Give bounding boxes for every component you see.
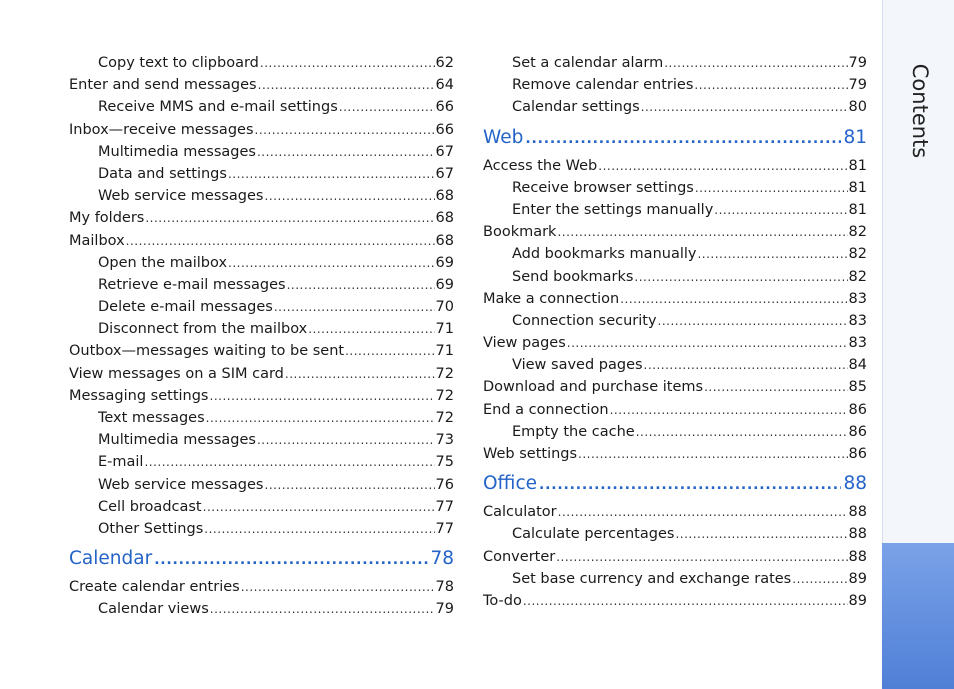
toc-entry-set-base-currency-and-exchange-rates[interactable]: [483, 568, 867, 590]
toc-entry-title: Web service messages: [98, 476, 264, 493]
toc-entry-page-number: 82: [848, 224, 867, 241]
toc-entry-title: End a connection: [483, 401, 609, 418]
toc-entry-mailbox[interactable]: [69, 230, 454, 252]
toc-entry-title: View messages on a SIM card: [69, 365, 284, 382]
toc-leader-dots: [714, 199, 847, 221]
toc-entry-title: Add bookmarks manually: [512, 246, 697, 263]
toc-entry-title: Remove calendar entries: [512, 77, 694, 94]
toc-entry-make-a-connection[interactable]: [483, 288, 867, 310]
toc-entry-set-a-calendar-alarm[interactable]: [483, 52, 867, 74]
toc-leader-dots: [257, 141, 435, 163]
toc-leader-dots: [539, 468, 841, 502]
toc-leader-dots: [287, 274, 435, 296]
toc-leader-dots: [578, 443, 848, 465]
toc-entry-title: Data and settings: [98, 165, 227, 182]
toc-section-web[interactable]: [483, 121, 867, 155]
toc-entry-retrieve-e-mail-messages[interactable]: [69, 274, 454, 296]
toc-entry-title: Open the mailbox: [98, 254, 228, 271]
toc-entry-title: E-mail: [98, 454, 144, 471]
toc-entry-e-mail[interactable]: [69, 451, 454, 473]
toc-entry-calculate-percentages[interactable]: [483, 523, 867, 545]
toc-entry-view-saved-pages[interactable]: [483, 354, 867, 376]
toc-entry-connection-security[interactable]: [483, 310, 867, 332]
toc-entry-title: To-do: [483, 592, 522, 609]
toc-entry-title: Retrieve e-mail messages: [98, 276, 286, 293]
toc-entry-inbox-receive-messages[interactable]: [69, 119, 454, 141]
toc-entry-multimedia-messages[interactable]: [69, 141, 454, 163]
toc-entry-to-do[interactable]: [483, 590, 867, 612]
toc-entry-page-number: 83: [848, 312, 867, 329]
toc-entry-title: Outbox—messages waiting to be sent: [69, 343, 345, 360]
toc-entry-create-calendar-entries[interactable]: [69, 576, 454, 598]
toc-entry-title: Messaging settings: [69, 387, 209, 404]
toc-leader-dots: [210, 598, 435, 620]
toc-entry-title: Enter and send messages: [69, 77, 257, 94]
toc-leader-dots: [694, 74, 847, 96]
toc-leader-dots: [257, 429, 435, 451]
toc-entry-text-messages[interactable]: [69, 407, 454, 429]
toc-leader-dots: [620, 288, 847, 310]
toc-entry-title: Bookmark: [483, 224, 557, 241]
toc-entry-page-number: 66: [435, 99, 454, 116]
toc-leader-dots: [274, 296, 435, 318]
toc-leader-dots: [260, 52, 435, 74]
toc-entry-title: Set base currency and exchange rates: [512, 570, 792, 587]
toc-entry-my-folders[interactable]: [69, 207, 454, 229]
toc-entry-send-bookmarks[interactable]: [483, 266, 867, 288]
toc-entry-remove-calendar-entries[interactable]: [483, 74, 867, 96]
toc-entry-title: Receive MMS and e-mail settings: [98, 99, 338, 116]
toc-entry-title: Mailbox: [69, 232, 125, 249]
toc-entry-page-number: 68: [435, 210, 454, 227]
toc-entry-title: Delete e-mail messages: [98, 299, 273, 316]
toc-entry-page-number: 77: [435, 498, 454, 515]
toc-entry-copy-text-to-clipboard[interactable]: [69, 52, 454, 74]
toc-entry-title: Web service messages: [98, 188, 264, 205]
toc-leader-dots: [265, 474, 435, 496]
toc-entry-delete-e-mail-messages[interactable]: [69, 296, 454, 318]
toc-section-title: Calendar: [69, 548, 153, 570]
toc-entry-page-number: 68: [435, 188, 454, 205]
toc-entry-page-number: 71: [435, 321, 454, 338]
toc-leader-dots: [641, 96, 848, 118]
toc-entry-web-service-messages[interactable]: [69, 185, 454, 207]
toc-entry-messaging-settings[interactable]: [69, 385, 454, 407]
toc-entry-page-number: 80: [848, 99, 867, 116]
toc-entry-page-number: 75: [435, 454, 454, 471]
toc-entry-title: Set a calendar alarm: [512, 55, 664, 71]
toc-entry-page-number: 79: [848, 55, 867, 71]
toc-entry-disconnect-from-the-mailbox[interactable]: [69, 318, 454, 340]
toc-leader-dots: [523, 590, 848, 612]
toc-entry-title: Converter: [483, 548, 556, 565]
toc-entry-page-number: 81: [848, 201, 867, 218]
toc-entry-title: Multimedia messages: [98, 432, 256, 449]
toc-leader-dots: [644, 354, 848, 376]
toc-leader-dots: [145, 207, 434, 229]
toc-entry-title: Copy text to clipboard: [98, 55, 259, 71]
toc-leader-dots: [557, 221, 847, 243]
toc-leader-dots: [258, 74, 435, 96]
toc-entry-bookmark[interactable]: [483, 221, 867, 243]
toc-leader-dots: [308, 318, 434, 340]
toc-entry-page-number: 88: [848, 504, 867, 521]
toc-entry-calendar-views[interactable]: [69, 598, 454, 620]
toc-entry-empty-the-cache[interactable]: [483, 421, 867, 443]
toc-entry-title: View saved pages: [512, 357, 643, 374]
toc-entry-page-number: 88: [848, 526, 867, 543]
toc-entry-calculator[interactable]: [483, 501, 867, 523]
toc-leader-dots: [285, 363, 435, 385]
toc-entry-page-number: 89: [848, 570, 867, 587]
toc-entry-title: Other Settings: [98, 520, 204, 537]
toc-entry-page-number: 72: [435, 387, 454, 404]
toc-entry-title: Create calendar entries: [69, 579, 240, 596]
toc-entry-page-number: 62: [435, 55, 454, 71]
toc-entry-receive-browser-settings[interactable]: [483, 177, 867, 199]
toc-section-page-number: 88: [843, 473, 867, 495]
toc-entry-title: Download and purchase items: [483, 379, 704, 396]
toc-entry-title: Enter the settings manually: [512, 201, 714, 218]
toc-entry-download-and-purchase-items[interactable]: [483, 376, 867, 398]
toc-leader-dots: [658, 310, 848, 332]
toc-leader-dots: [203, 496, 435, 518]
toc-entry-title: Calculator: [483, 504, 557, 521]
toc-entry-page-number: 69: [435, 276, 454, 293]
toc-entry-page-number: 81: [848, 179, 867, 196]
toc-entry-page-number: 86: [848, 401, 867, 418]
toc-entry-page-number: 79: [435, 601, 454, 618]
toc-entry-page-number: 79: [848, 77, 867, 94]
toc-entry-receive-mms-and-e-mail-settings[interactable]: [69, 96, 454, 118]
toc-entry-page-number: 68: [435, 232, 454, 249]
toc-entry-page-number: 64: [435, 77, 454, 94]
toc-entry-title: Empty the cache: [512, 423, 635, 440]
toc-entry-web-settings[interactable]: [483, 443, 867, 465]
toc-leader-dots: [664, 52, 847, 74]
toc-entry-title: Disconnect from the mailbox: [98, 321, 308, 338]
toc-entry-page-number: 76: [435, 476, 454, 493]
toc-entry-page-number: 70: [435, 299, 454, 316]
toc-entry-calendar-settings[interactable]: [483, 96, 867, 118]
toc-entry-title: Receive browser settings: [512, 179, 694, 196]
toc-leader-dots: [228, 252, 435, 274]
toc-leader-dots: [255, 119, 435, 141]
toc-entry-end-a-connection[interactable]: [483, 399, 867, 421]
toc-entry-title: Cell broadcast: [98, 498, 202, 515]
toc-entry-page-number: 84: [848, 357, 867, 374]
toc-section-office[interactable]: [483, 467, 867, 501]
toc-entry-title: Access the Web: [483, 157, 598, 174]
toc-entry-title: Multimedia messages: [98, 143, 256, 160]
toc-entry-open-the-mailbox[interactable]: [69, 252, 454, 274]
toc-leader-dots: [228, 163, 435, 185]
side-tab-label: [900, 56, 940, 166]
side-tab-label-text: Contents: [908, 63, 932, 159]
toc-leader-dots: [154, 543, 428, 577]
toc-leader-dots: [556, 546, 847, 568]
toc-entry-data-and-settings[interactable]: [69, 163, 454, 185]
toc-entry-title: Calendar views: [98, 601, 209, 618]
toc-entry-page-number: 83: [848, 290, 867, 307]
toc-entry-add-bookmarks-manually[interactable]: [483, 243, 867, 265]
toc-section-title: Office: [483, 473, 538, 495]
toc-entry-page-number: 77: [435, 520, 454, 537]
toc-entry-page-number: 81: [848, 157, 867, 174]
toc-section-page-number: 78: [430, 548, 454, 570]
toc-entry-page-number: 71: [435, 343, 454, 360]
toc-entry-page-number: 86: [848, 446, 867, 462]
toc-section-calendar[interactable]: [69, 542, 454, 576]
toc-entry-page-number: 69: [435, 254, 454, 271]
toc-leader-dots: [345, 340, 434, 362]
toc-leader-dots: [610, 399, 848, 421]
toc-entry-title: Send bookmarks: [512, 268, 634, 285]
toc-entry-title: View pages: [483, 335, 566, 352]
toc-leader-dots: [206, 407, 435, 429]
toc-leader-dots: [525, 122, 841, 156]
toc-entry-page-number: 89: [848, 592, 867, 609]
toc-leader-dots: [210, 385, 435, 407]
toc-leader-dots: [567, 332, 848, 354]
toc-leader-dots: [265, 185, 435, 207]
toc-leader-dots: [598, 155, 847, 177]
toc-entry-page-number: 66: [435, 121, 454, 138]
toc-section-page-number: 81: [843, 126, 867, 148]
toc-leader-dots: [675, 523, 847, 545]
toc-section-title: Web: [483, 126, 524, 148]
toc-entry-title: Calendar settings: [512, 99, 640, 116]
toc-leader-dots: [558, 501, 848, 523]
toc-entry-cell-broadcast[interactable]: [69, 496, 454, 518]
toc-leader-dots: [697, 243, 847, 265]
toc-entry-title: Calculate percentages: [512, 526, 675, 543]
toc-entry-page-number: 86: [848, 423, 867, 440]
toc-entry-converter[interactable]: [483, 546, 867, 568]
toc-leader-dots: [704, 376, 847, 398]
toc-leader-dots: [241, 576, 435, 598]
toc-entry-enter-and-send-messages[interactable]: [69, 74, 454, 96]
toc-entry-page-number: 72: [435, 410, 454, 426]
toc-entry-page-number: 67: [435, 143, 454, 160]
toc-entry-other-settings[interactable]: [69, 518, 454, 540]
toc-entry-page-number: 82: [848, 268, 867, 285]
toc-leader-dots: [792, 568, 847, 590]
toc-leader-dots: [144, 451, 434, 473]
toc-leader-dots: [126, 230, 435, 252]
toc-leader-dots: [634, 266, 847, 288]
toc-entry-title: Inbox—receive messages: [69, 121, 254, 138]
toc-entry-title: My folders: [69, 210, 145, 227]
toc-entry-page-number: 78: [435, 579, 454, 596]
toc-left-column: [69, 52, 454, 621]
toc-entry-web-service-messages[interactable]: [69, 474, 454, 496]
toc-entry-page-number: 85: [848, 379, 867, 396]
toc-entry-view-messages-on-a-sim-card[interactable]: [69, 363, 454, 385]
toc-entry-access-the-web[interactable]: [483, 155, 867, 177]
toc-entry-view-pages[interactable]: [483, 332, 867, 354]
toc-leader-dots: [636, 421, 848, 443]
toc-entry-title: Make a connection: [483, 290, 620, 307]
side-tab-marker: [882, 543, 954, 689]
toc-entry-outbox-messages-waiting-to-be-sent[interactable]: [69, 340, 454, 362]
toc-entry-page-number: 72: [435, 365, 454, 382]
toc-entry-page-number: 67: [435, 165, 454, 182]
toc-entry-multimedia-messages[interactable]: [69, 429, 454, 451]
toc-entry-page-number: 88: [848, 548, 867, 565]
toc-leader-dots: [204, 518, 434, 540]
toc-entry-page-number: 83: [848, 335, 867, 352]
toc-leader-dots: [695, 177, 848, 199]
toc-entry-page-number: 73: [435, 432, 454, 449]
toc-leader-dots: [339, 96, 435, 118]
toc-right-column: [483, 52, 867, 612]
toc-entry-title: Text messages: [98, 410, 205, 426]
toc-entry-title: Web settings: [483, 446, 578, 462]
toc-entry-title: Connection security: [512, 312, 657, 329]
toc-entry-enter-the-settings-manually[interactable]: [483, 199, 867, 221]
toc-entry-page-number: 82: [848, 246, 867, 263]
